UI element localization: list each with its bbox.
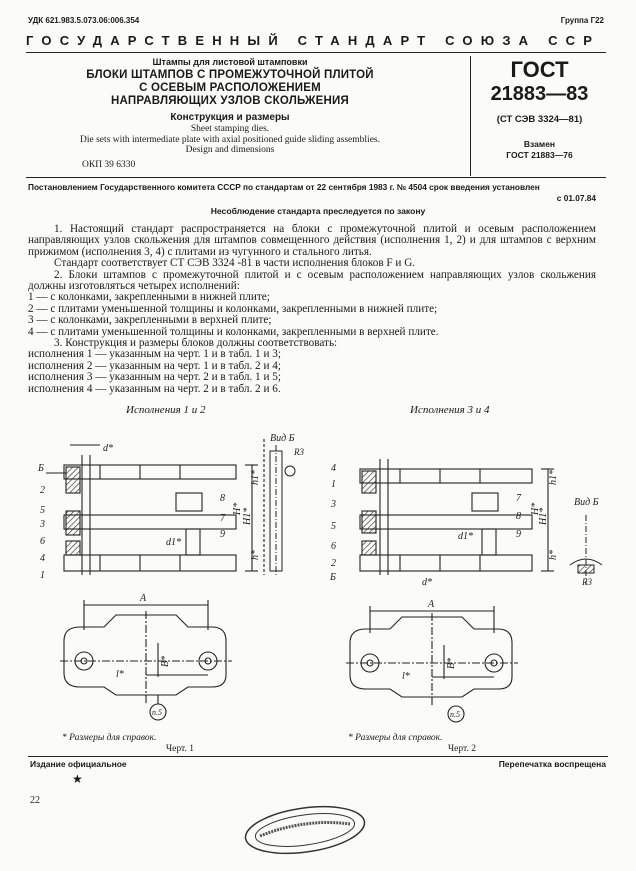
drawing-1-plan-view (60, 600, 232, 720)
reprint-notice: Перепечатка воспрещена (498, 759, 606, 769)
dim-H: H* (530, 502, 541, 515)
part-label-7: 7 (220, 513, 225, 524)
roughness-p5: n.5 (152, 708, 162, 717)
title-english-3: Design and dimensions (185, 145, 275, 155)
correspondence-item: исполнения 2 — указанным на черт. 1 и в табл. 2 и 4; (28, 359, 281, 372)
paragraph-1: 1. Настоящий стандарт распространяется на блоки с промежуточной плитой и осевым расположением направляющих узлов скольжения для штампов совмещенного действия (исполнения 1, 2) и для штампов с верхним прижимом (исполнения 3, 4) с плитами из чугунного и стального литья. (28, 223, 596, 258)
dim-l: l* (402, 671, 410, 682)
okp-code: ОКП 39 6330 (82, 160, 136, 170)
view-b-label: Вид Б (270, 433, 295, 444)
part-label-2: 2 (40, 485, 45, 496)
page-number: 22 (30, 795, 40, 806)
paragraph-2: Стандарт соответствует СТ СЭВ 3324 -81 в части исполнения блоков F и G. (54, 257, 416, 270)
paragraph-3: 2. Блоки штампов с промежуточной плитой и с осевым расположением направляющих узлов скольжения должны изготовляться четырех исполнений: (28, 268, 596, 293)
state-standard-banner: ГОСУДАРСТВЕННЫЙ СТАНДАРТ СОЮЗА ССР (26, 33, 601, 48)
part-label-7: 7 (516, 493, 521, 504)
title-line3: С ОСЕВЫМ РАСПОЛОЖЕНИЕМ (139, 82, 321, 94)
caption-right: Исполнения 3 и 4 (410, 404, 490, 416)
paragraph-4: 3. Конструкция и размеры блоков должны соответствовать: (54, 337, 338, 350)
roughness-p5: n.5 (450, 710, 460, 719)
dim-d: d* (422, 577, 432, 588)
correspondence-item: исполнения 4 — указанным на черт. 2 и в табл. 2 и 6. (28, 382, 281, 395)
dim-H1: H1* (538, 507, 549, 525)
title-english-2: Die sets with intermediate plate with axial positioned guide sliding assemblies. (80, 134, 380, 145)
drawing-2-plan-view (346, 606, 518, 722)
part-label-8: 8 (516, 511, 521, 522)
list-item: 2 — с плитами уменьшенной толщины и колонками, закрепленными в нижней плите; (28, 302, 438, 315)
official-edition: Издание официальное (30, 759, 127, 769)
title-divider (470, 56, 471, 176)
part-label-5: 5 (331, 521, 336, 532)
dim-H1: H1* (242, 507, 253, 525)
dim-h: h* (250, 550, 261, 560)
dim-l: l* (116, 669, 124, 680)
view-marker-b: Б (330, 572, 336, 583)
cmea-standard: (СТ СЭВ 3324—81) (496, 114, 583, 125)
part-label-3: 3 (40, 519, 45, 530)
dim-h: h* (548, 550, 559, 560)
part-label-1: 1 (40, 570, 45, 581)
part-label-9: 9 (220, 529, 225, 540)
gost-block (472, 58, 607, 161)
part-label-6: 6 (40, 536, 45, 547)
figure-1-label: Черт. 1 (166, 744, 194, 754)
star-mark: ★ (72, 772, 83, 786)
dim-r3-left: R3 (294, 447, 304, 457)
part-label-4: 4 (331, 463, 336, 474)
replaces-standard: ГОСТ 21883—76 (506, 150, 573, 160)
drawing-2-side-view (360, 459, 554, 575)
part-label-6: 6 (331, 541, 336, 552)
part-label-4: 4 (40, 553, 45, 564)
dim-h1-small: h1* (548, 470, 559, 485)
part-label-2: 2 (331, 558, 336, 569)
view-b-detail-right (570, 515, 602, 585)
footnote-left: * Размеры для справок. (62, 733, 157, 743)
part-label-8: 8 (220, 493, 225, 504)
title-line1: Штампы для листовой штамповки (152, 57, 308, 67)
dim-b: B* (446, 657, 457, 669)
legal-notice: Несоблюдение стандарта преследуется по закону (210, 206, 426, 216)
title-line2: БЛОКИ ШТАМПОВ С ПРОМЕЖУТОЧНОЙ ПЛИТОЙ (86, 69, 374, 81)
dim-h1-small: h1* (250, 470, 261, 485)
dim-a: A (140, 593, 147, 604)
decree-rule (26, 177, 606, 178)
correspondence-item: исполнения 1 — указанным на черт. 1 и в табл. 1 и 3; (28, 348, 281, 361)
title-subtitle: Конструкция и размеры (170, 112, 290, 123)
dim-d: d* (103, 443, 113, 454)
view-marker-b: Б (38, 463, 44, 474)
technical-drawings (0, 415, 636, 735)
title-block (80, 56, 380, 156)
dim-a: A (428, 599, 435, 610)
title-line4: НАПРАВЛЯЮЩИХ УЗЛОВ СКОЛЬЖЕНИЯ (111, 95, 349, 107)
figure-2-label: Черт. 2 (448, 744, 476, 754)
decree-date: с 01.07.84 (556, 193, 596, 203)
correspondence-item: исполнения 3 — указанным на черт. 2 и в табл. 1 и 5; (28, 371, 281, 384)
part-label-5: 5 (40, 505, 45, 516)
library-stamp (240, 800, 370, 860)
header-rule (26, 52, 606, 53)
part-label-1: 1 (331, 479, 336, 490)
udk-code: УДК 621.983.5.073.06:006.354 (28, 16, 140, 25)
group-code: Группа Г22 (560, 16, 604, 25)
caption-left: Исполнения 1 и 2 (126, 404, 206, 416)
decree-text: Постановлением Государственного комитета СССР по стандартам от 22 сентября 1983 г. № 4504 срок введения установлен (28, 182, 540, 192)
list-item: 1 — с колонками, закрепленными в нижней плите; (28, 291, 270, 304)
view-b-detail-left (270, 445, 295, 575)
list-item: 3 — с колонками, закрепленными в верхней плите; (28, 314, 272, 327)
body-text (28, 224, 596, 395)
list-item: 4 — с плитами уменьшенной толщины и колонками, закрепленными в верхней плите. (28, 325, 439, 338)
dim-d1: d1* (166, 537, 181, 548)
gost-number: 21883—83 (490, 83, 589, 105)
dim-r3-right: R3 (582, 577, 592, 587)
dim-d1: d1* (458, 531, 473, 542)
title-english-1: Sheet stamping dies. (190, 124, 270, 134)
part-label-3: 3 (331, 499, 336, 510)
footer-rule (28, 756, 608, 757)
dim-b: B* (160, 655, 171, 667)
view-b-label: Вид Б (574, 497, 599, 508)
gost-label: ГОСТ (510, 57, 569, 82)
footnote-right: * Размеры для справок. (348, 733, 443, 743)
replaces-label: Взамен (523, 139, 556, 149)
part-label-9: 9 (516, 529, 521, 540)
dim-h1: H* (232, 502, 243, 515)
